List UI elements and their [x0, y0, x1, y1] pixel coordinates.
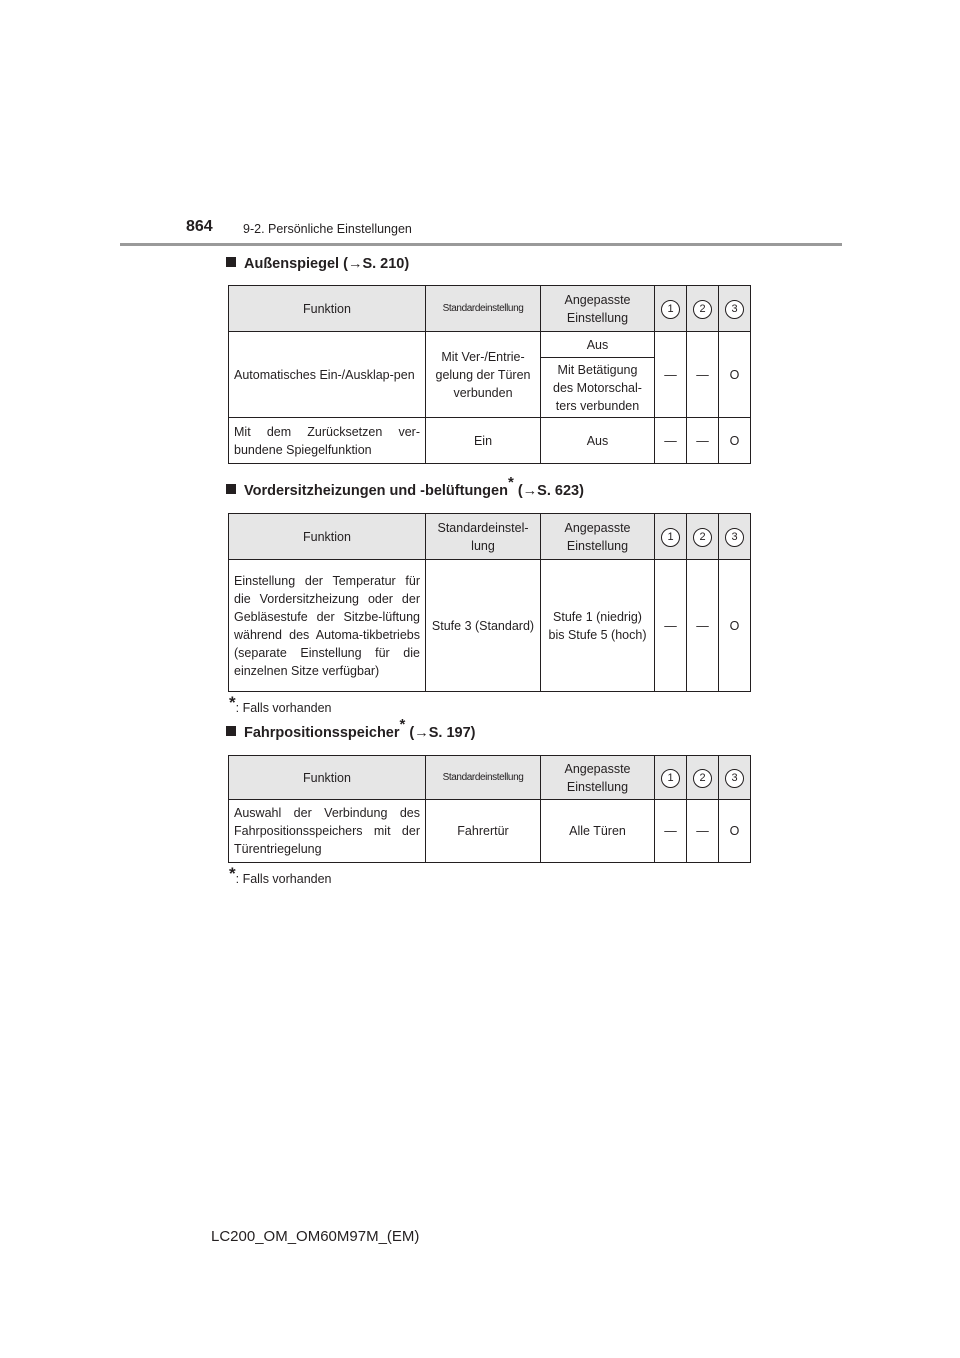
- header-funktion: Funktion: [229, 286, 426, 332]
- cell-standard: Fahrertür: [426, 800, 541, 863]
- table-row: [229, 418, 751, 464]
- asterisk-icon: *: [507, 474, 514, 492]
- footnote-text: : Falls vorhanden: [235, 701, 332, 715]
- asterisk-icon: *: [399, 716, 406, 734]
- header-divider: [120, 243, 842, 246]
- header-standard: Standardeinstel-lung: [426, 514, 541, 560]
- table-header-row: [229, 514, 751, 560]
- cell-funktion: Automatisches Ein-/Ausklap-pen: [229, 332, 426, 418]
- header-angepasst: Angepasste Einstellung: [541, 514, 655, 560]
- arrow-icon: →: [347, 256, 363, 272]
- cell-funktion: Auswahl der Verbindung des Fahrpositionsspeichers mit der Türentriegelung: [229, 800, 426, 863]
- cell-standard: Stufe 3 (Standard): [426, 560, 541, 692]
- header-angepasst: Angepasste Einstellung: [541, 756, 655, 800]
- cell-col-1: —: [655, 560, 687, 692]
- circle-2-icon: 2: [693, 300, 712, 319]
- circle-2-icon: 2: [693, 769, 712, 788]
- asterisk-icon: *: [229, 864, 236, 883]
- cell-angepasst: Aus: [541, 418, 655, 464]
- cell-angepasst: Stufe 1 (niedrig) bis Stufe 5 (hoch): [541, 560, 655, 692]
- cell-col-1: —: [655, 418, 687, 464]
- asterisk-icon: *: [229, 693, 236, 712]
- section-title: 9-2. Persönliche Einstellungen: [243, 222, 412, 236]
- heading-text: Vordersitzheizungen und -belüftungen: [244, 483, 508, 499]
- heading-ref: S. 210): [362, 256, 410, 272]
- header-col-3: [719, 286, 751, 332]
- header-standard: Standardeinstellung: [426, 286, 541, 332]
- cell-standard: Mit Ver-/Entrie-gelung der Türen verbunden: [426, 332, 541, 418]
- header-col-2: [687, 756, 719, 800]
- cell-col-3: O: [719, 332, 751, 418]
- heading-text: Außenspiegel (: [244, 256, 348, 272]
- header-col-2: [687, 286, 719, 332]
- cell-col-3: O: [719, 418, 751, 464]
- header-col-3: [719, 756, 751, 800]
- square-bullet-icon: [226, 257, 236, 267]
- header-angepasst: Angepasste Einstellung: [541, 286, 655, 332]
- cell-standard: Ein: [426, 418, 541, 464]
- footnote-text: : Falls vorhanden: [235, 872, 332, 886]
- page-number: 864: [186, 218, 213, 235]
- cell-col-1: —: [655, 332, 687, 418]
- heading-vordersitzheizungen: [226, 474, 584, 499]
- cell-funktion: Einstellung der Temperatur für die Vordersitzheizung oder der Gebläsestufe der Sitzbe-lüftung während des Automa-tikbetriebs (separate Einstellung für die einzelnen Sitze verfügbar): [229, 560, 426, 692]
- heading-text: Fahrpositionsspeicher: [244, 725, 400, 741]
- arrow-icon: →: [414, 725, 429, 741]
- footer-document-code: LC200_OM_OM60M97M_(EM): [211, 1228, 420, 1245]
- cell-col-1: —: [655, 800, 687, 863]
- table-row: [229, 800, 751, 863]
- footnote: [229, 693, 332, 717]
- heading-paren: (: [405, 725, 415, 741]
- footnote: [229, 864, 332, 888]
- header-col-1: [655, 514, 687, 560]
- heading-ref: S. 623): [537, 483, 584, 499]
- settings-table-aussenspiegel: [228, 285, 751, 464]
- table-row: [229, 332, 751, 358]
- square-bullet-icon: [226, 484, 236, 494]
- header-col-2: [687, 514, 719, 560]
- settings-table-fahrpositionsspeicher: [228, 755, 751, 863]
- header-funktion: Funktion: [229, 514, 426, 560]
- header-col-3: [719, 514, 751, 560]
- cell-col-2: —: [687, 560, 719, 692]
- cell-col-2: —: [687, 332, 719, 418]
- settings-table-vordersitzheizungen: [228, 513, 751, 692]
- circle-1-icon: 1: [661, 528, 680, 547]
- circle-3-icon: 3: [725, 300, 744, 319]
- table-header-row: [229, 756, 751, 800]
- header-col-1: [655, 756, 687, 800]
- cell-option-aus: Aus: [541, 332, 655, 358]
- heading-ref: S. 197): [428, 725, 476, 741]
- cell-col-2: —: [687, 418, 719, 464]
- circle-3-icon: 3: [725, 528, 744, 547]
- cell-col-3: O: [719, 800, 751, 863]
- heading-paren: (: [513, 483, 523, 499]
- square-bullet-icon: [226, 726, 236, 736]
- cell-col-3: O: [719, 560, 751, 692]
- heading-aussenspiegel: [226, 256, 409, 272]
- cell-funktion: Mit dem Zurücksetzen ver-bundene Spiegelfunktion: [229, 418, 426, 464]
- arrow-icon: →: [522, 483, 538, 499]
- cell-col-2: —: [687, 800, 719, 863]
- circle-1-icon: 1: [661, 300, 680, 319]
- table-header-row: [229, 286, 751, 332]
- circle-3-icon: 3: [725, 769, 744, 788]
- header-funktion: Funktion: [229, 756, 426, 800]
- circle-1-icon: 1: [661, 769, 680, 788]
- header-col-1: [655, 286, 687, 332]
- circle-2-icon: 2: [693, 528, 712, 547]
- heading-fahrpositionsspeicher: [226, 716, 476, 741]
- cell-option-motorschalter: Mit Betätigung des Motorschal-ters verbunden: [541, 358, 655, 418]
- header-standard: Standardeinstellung: [426, 756, 541, 800]
- cell-angepasst: Alle Türen: [541, 800, 655, 863]
- table-row: [229, 560, 751, 692]
